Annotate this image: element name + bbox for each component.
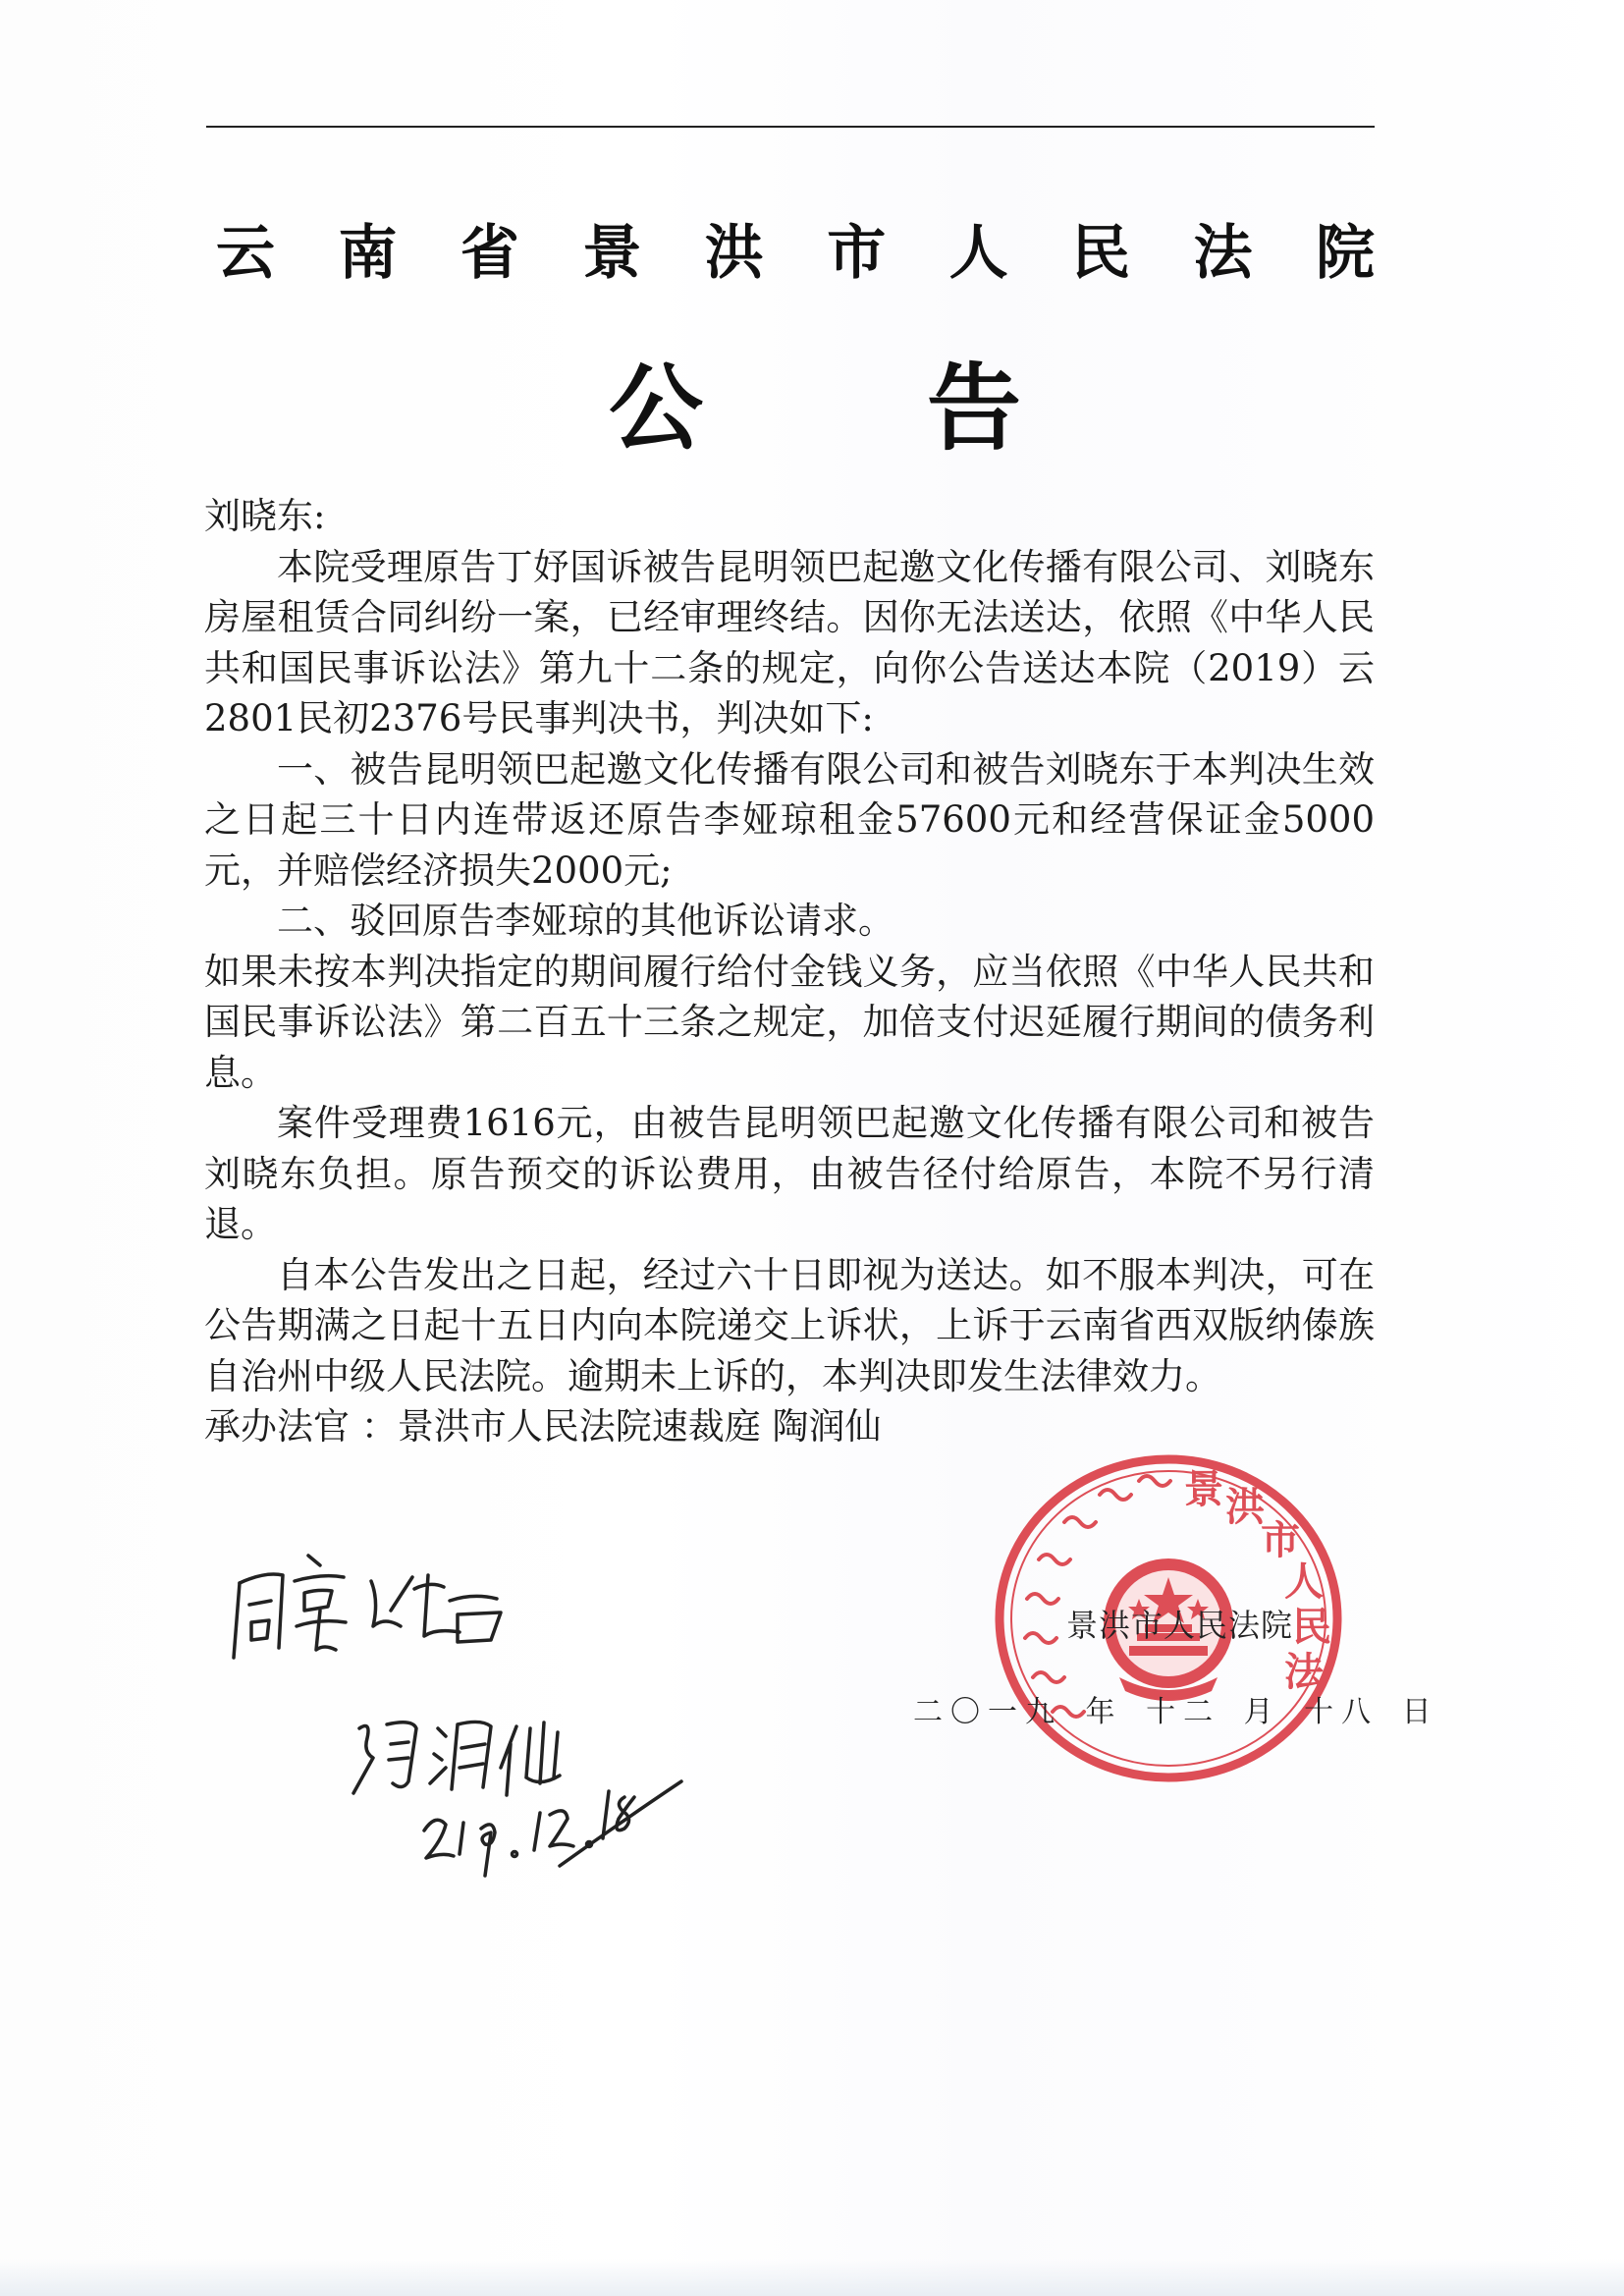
paragraph-judgment-item-2: 二、驳回原告李娅琼的其他诉讼请求。	[277, 900, 894, 942]
court-name-char: 市	[827, 219, 887, 288]
court-name-char: 景	[582, 219, 642, 288]
paragraph-case-fee: 案件受理费1616元，由被告昆明领巴起邀文化传播有限公司和被告刘晓东负担。原告预交的诉讼费用，由被告径付给原告，本院不另行清退。	[204, 1102, 1375, 1245]
court-name-char: 院	[1315, 219, 1375, 288]
court-name-char: 云	[216, 219, 275, 288]
svg-text:景: 景	[1184, 1467, 1223, 1512]
paragraph-judgment-item-1: 一、被告昆明领巴起邀文化传播有限公司和被告刘晓东于本判决生效之日起三十日内连带返还原告李娅琼租金57600元和经营保证金5000元，并赔偿经济损失2000元;	[204, 747, 1375, 892]
notice-body	[204, 491, 1375, 1452]
court-name-char: 洪	[704, 219, 764, 288]
title-char: 告	[927, 354, 1021, 464]
court-name-char: 省	[460, 219, 519, 288]
handwritten-date-signature	[412, 1768, 687, 1886]
court-name-char: 南	[338, 219, 398, 288]
issuer-name: 景洪市人民法院	[1066, 1607, 1294, 1644]
court-name-char: 民	[1071, 219, 1131, 288]
addressee: 刘晓东:	[204, 495, 326, 537]
svg-text:市: 市	[1261, 1518, 1300, 1563]
svg-text:法: 法	[1284, 1650, 1324, 1695]
document-title	[609, 334, 1021, 468]
court-name	[216, 206, 1375, 291]
issue-date: 二〇一九 年 十二 月 十八 日	[913, 1695, 1439, 1729]
svg-text:人: 人	[1284, 1559, 1324, 1605]
paragraph-service-appeal: 自本公告发出之日起，经过六十日即视为送达。如不服本判决，可在公告期满之日起十五日内向本院递交上诉状，上诉于云南省西双版纳傣族自治州中级人民法院。逾期未上诉的，本判决即发生法律效力。	[204, 1253, 1375, 1397]
paragraph-case-intro: 本院受理原告丁妤国诉被告昆明领巴起邀文化传播有限公司、刘晓东房屋租赁合同纠纷一案，已经审理终结。因你无法送达，依照《中华人民共和国民事诉讼法》第九十二条的规定，向你公告送达本院（2019）云2801民初2376号民事判决书，判决如下:	[204, 545, 1375, 739]
svg-text:洪: 洪	[1225, 1485, 1265, 1530]
header-rule	[206, 126, 1375, 128]
court-name-char: 人	[948, 219, 1008, 288]
court-name-char: 法	[1193, 219, 1253, 288]
paragraph-late-payment: 如果未按本判决指定的期间履行给付金钱义务，应当依照《中华人民共和国民事诉讼法》第二百五十三条之规定，加倍支付迟延履行期间的债务利息。	[204, 950, 1375, 1094]
title-char: 公	[609, 354, 703, 464]
svg-text:民: 民	[1292, 1605, 1331, 1650]
judge-line: 承办法官 ：景洪市人民法院速裁庭 陶润仙	[204, 1405, 882, 1448]
handwritten-approval-signature	[226, 1542, 520, 1669]
scan-edge-shade	[0, 2259, 1624, 2296]
